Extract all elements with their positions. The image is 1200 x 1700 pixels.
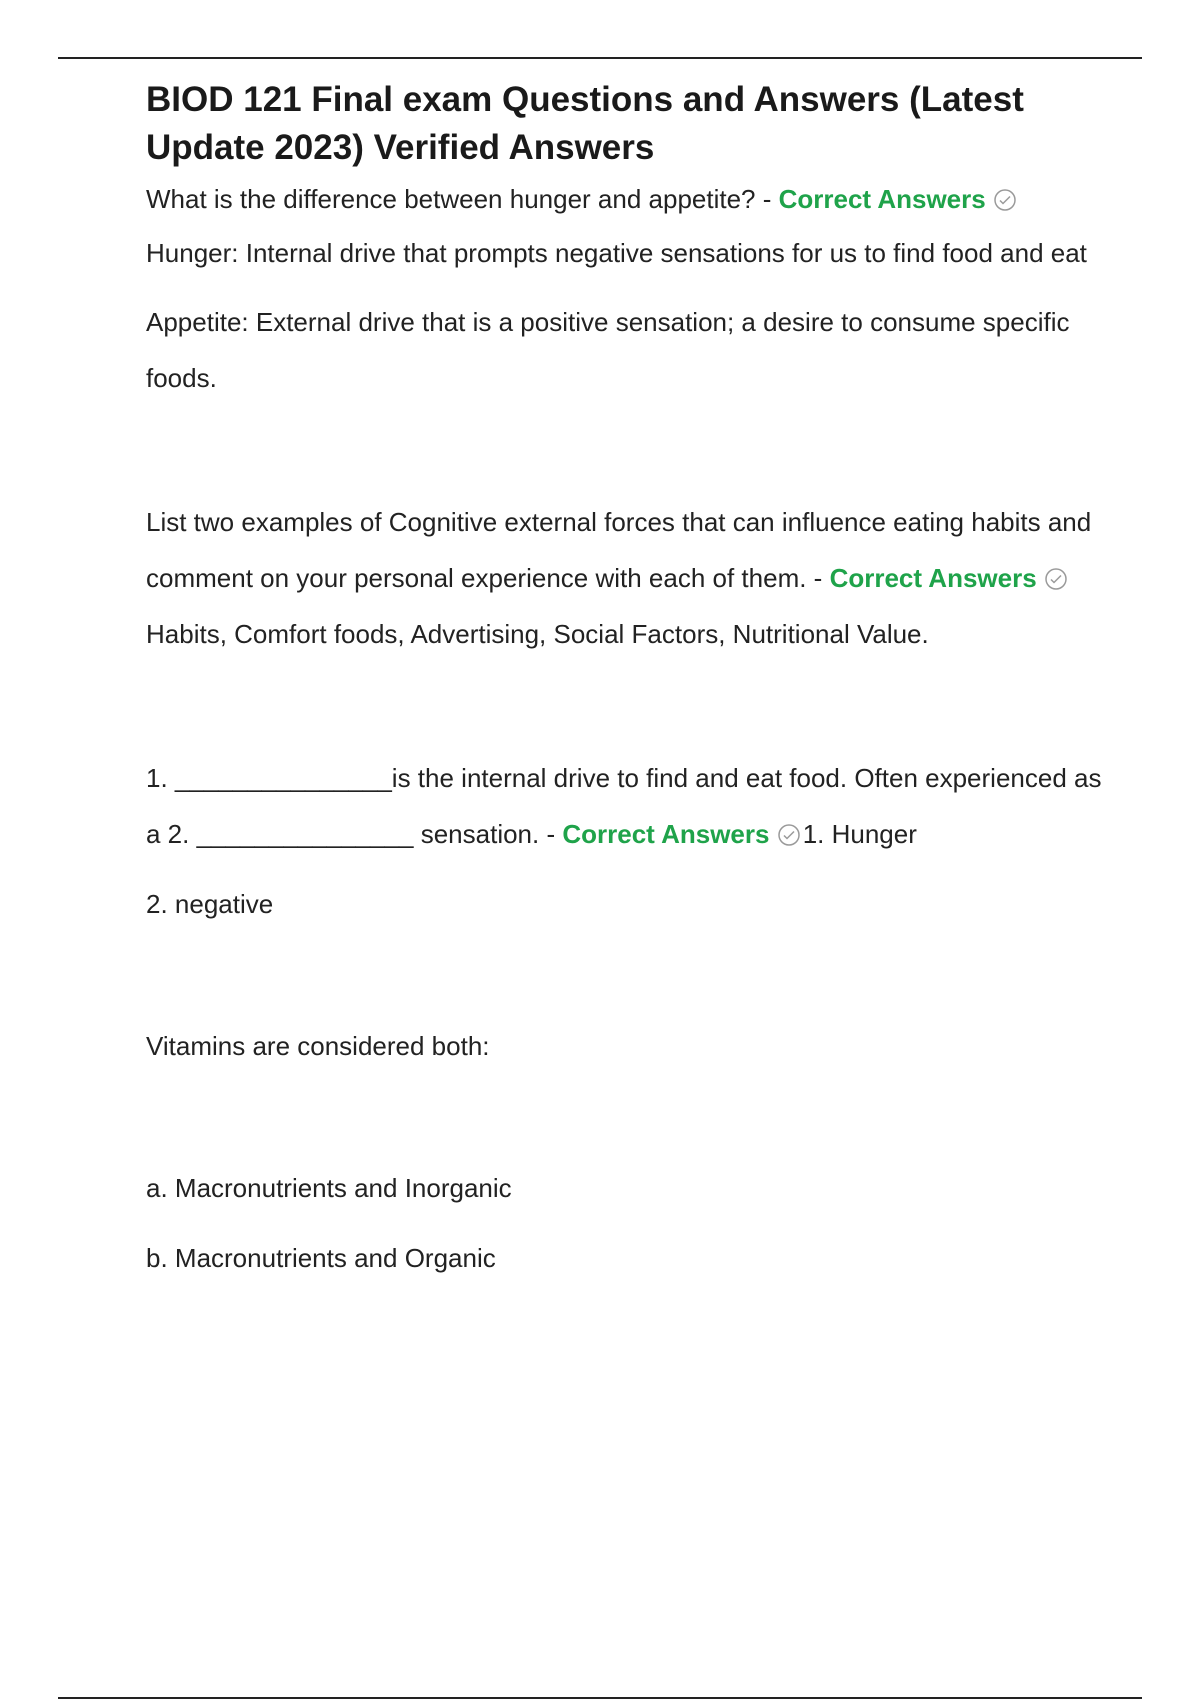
question-1-text: What is the difference between hunger and appetite? - [146,184,779,214]
bottom-rule [58,1697,1142,1699]
check-circle-icon [993,188,1017,212]
question-2-answer: Habits, Comfort foods, Advertising, Social Factors, Nutritional Value. [146,619,929,649]
option-b: b. Macronutrients and Organic [146,1243,496,1273]
document-body [146,76,1106,1286]
question-4: Vitamins are considered both: [146,1031,490,1061]
check-circle-icon [777,823,801,847]
question-3-text: 1. _______________is the internal drive to find and eat food. Often experienced as a 2. _______________ sensation. - [146,763,1102,849]
question-1-answer-appetite: Appetite: External drive that is a positive sensation; a desire to consume specific foods. [146,307,1070,393]
question-3-answer-2: 2. negative [146,889,274,919]
correct-answers-label: Correct Answers [562,819,770,849]
question-3 [146,750,1106,862]
question-3-answer-1: 1. Hunger [802,819,917,849]
top-rule [58,57,1142,59]
option-a: a. Macronutrients and Inorganic [146,1173,512,1203]
correct-answers-label: Correct Answers [829,563,1037,593]
correct-answers-label: Correct Answers [778,184,986,214]
question-1 [146,172,1106,280]
document-title: BIOD 121 Final exam Questions and Answers (Latest Update 2023) Verified Answers [146,80,1024,167]
question-2 [146,494,1106,662]
check-circle-icon [1044,567,1068,591]
question-2-text: List two examples of Cognitive external forces that can influence eating habits and comment on your personal experience with each of them. - [146,507,1092,593]
question-1-answer-hunger: Hunger: Internal drive that prompts negative sensations for us to find food and eat [146,238,1087,268]
